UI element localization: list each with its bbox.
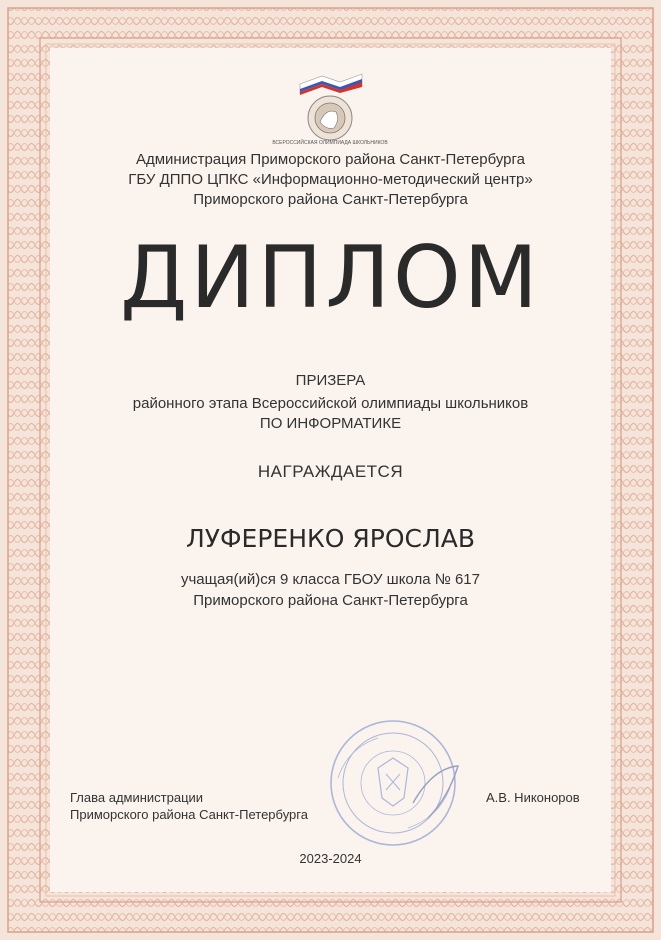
- recipient-line-1: учащая(ий)ся 9 класса ГБОУ школа № 617: [180, 571, 480, 588]
- olympiad-emblem-icon: [272, 68, 388, 146]
- recipient-line-2: Приморского района Санкт-Петербурга: [193, 592, 468, 609]
- official-seal-icon: [318, 708, 468, 858]
- signatory-role: [70, 789, 308, 823]
- organization-line-1: Администрация Приморского района Санкт-Петербурга: [135, 151, 525, 168]
- signatory-name: А.В. Никоноров: [486, 790, 580, 805]
- signatory-role-line-1: Глава администрации: [70, 790, 204, 805]
- academic-year: 2023-2024: [299, 851, 362, 866]
- signatory-role-line-2: Приморского района Санкт-Петербурга: [70, 807, 308, 822]
- organization-line-3: Приморского района Санкт-Петербурга: [193, 191, 468, 208]
- award-line-3: ПО ИНФОРМАТИКЕ: [259, 415, 402, 432]
- award-line-1: ПРИЗЕРА: [295, 372, 366, 389]
- diploma-title: ДИПЛОМ: [120, 228, 541, 328]
- logo-caption: ВСЕРОССИЙСКАЯ ОЛИМПИАДА ШКОЛЬНИКОВ: [272, 140, 388, 146]
- awarded-heading: НАГРАЖДАЕТСЯ: [257, 462, 404, 481]
- organization-line-2: ГБУ ДППО ЦПКС «Информационно-методический центр»: [128, 171, 533, 188]
- award-line-2: районного этапа Всероссийской олимпиады школьников: [132, 395, 529, 412]
- recipient-name: ЛУФЕРЕНКО ЯРОСЛАВ: [185, 524, 476, 553]
